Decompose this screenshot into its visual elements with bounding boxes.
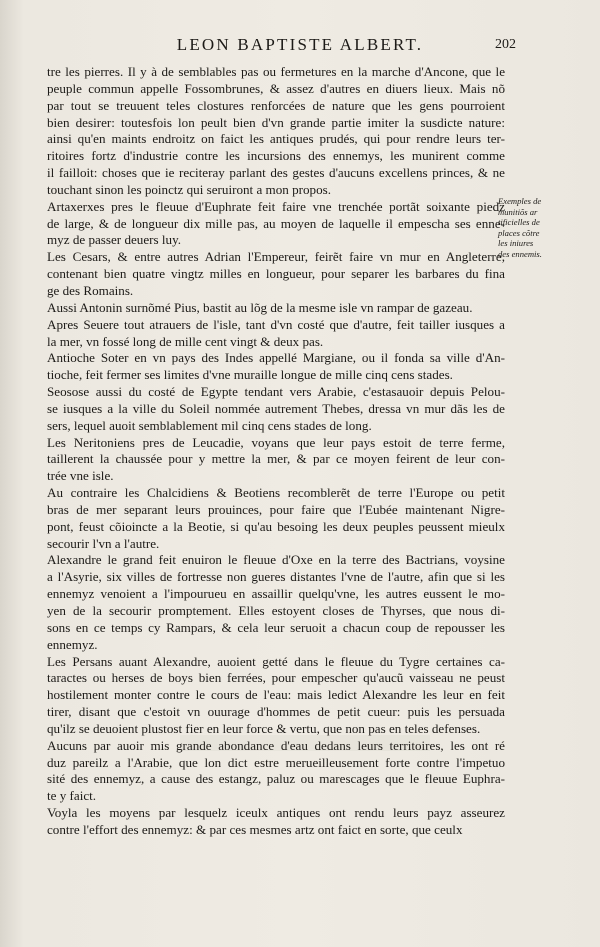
show-through-smudge: [180, 735, 430, 751]
paragraph: [47, 485, 505, 552]
text-line: qu'ilz se deuoient plustost fier en leur force & vertu, que non pas en teles defenses.: [47, 720, 481, 736]
text-line: yen de la secourir promptement. Elles estoyent closes de Thyrses, que nous di-: [47, 603, 505, 618]
text-line: tre les pierres. Il y à de semblables pas ou fermetures en la marche d'Ancone, que le: [47, 64, 505, 79]
text-line: ge des Romains.: [47, 282, 134, 298]
text-line: Voyla les moyens par lesquelz iceulx antiques ont rendu leurs payz asseurez: [47, 805, 505, 821]
margin-note-line: munitiõs ar: [498, 206, 538, 217]
text-line: duz pareilz a l'Arabie, que lon dict estre merueilleusement forte contre l'impetuo: [47, 754, 505, 770]
text-line: Apres Seuere tout atrauers de l'isle, tant d'vn costé que d'autre, feit tailler iusques a: [47, 316, 505, 332]
paragraph: [47, 64, 505, 199]
text-line: contre l'effort des ennemyz: & par ces mesmes artz ont faict en sorte, que ceulx: [47, 821, 463, 837]
paragraph: [47, 654, 505, 738]
text-line: par tout se treuuent teles clostures renforcées de nature que les gens pourroient: [47, 97, 505, 113]
text-line: te y faict.: [47, 788, 97, 804]
text-line: ennemyz.: [47, 636, 98, 652]
text-line: touchant sinon les poinctz qui seruiront a mon propos.: [47, 181, 332, 197]
text-line: hostilement monter contre le cours de l'eau: mais ledict Alexandre les leur en feit: [47, 687, 505, 703]
text-line: tirer, disant que c'estoit vn ouurage d'hommes de petit cueur: puis les persuada: [47, 704, 505, 720]
paragraph: [47, 805, 505, 839]
text-line: Aucuns par auoir mis grande abondance d'eau dedans leurs territoires, les ont ré: [47, 737, 505, 753]
paragraph: [47, 300, 505, 317]
paragraph: [47, 384, 505, 435]
text-line: Les Neritoniens pres de Leucadie, voyans que leur pays estoit de terre ferme,: [47, 434, 505, 450]
text-line: a l'Asyrie, six villes de fortresse non gueres distantes l'vne de l'autre, afin que si les: [47, 569, 505, 585]
text-line: Les Cesars, & entre autres Adrian l'Empereur, feirẽt faire vn mur en Angleterre,: [47, 249, 505, 265]
text-line: Au contraire les Chalcidiens & Beotiens recomblerẽt de terre l'Europe ou petit: [47, 485, 505, 501]
paragraph: [47, 350, 505, 384]
text-line: contenant bien quatre vingtz milles en longueur, pour separer les barbares du fina: [47, 266, 505, 282]
text-line: Aussi Antonin surnõmé Pius, bastit au lõg de la mesme isle vn rampar de gazeau.: [47, 299, 473, 315]
page-header: [0, 34, 600, 56]
margin-note-line: les iniures: [498, 238, 534, 249]
running-head: LEON BAPTISTE ALBERT.: [176, 35, 424, 54]
text-line: myz de passer deuers luy.: [47, 232, 182, 248]
text-line: ritoires fortz d'industrie contre les incursions des ennemys, les munirent comme: [47, 148, 505, 164]
text-line: se iusques a la ville du Soleil nommée autrement Thebes, dressa vn mur dãs les de: [47, 400, 505, 416]
body-text: [47, 64, 505, 839]
text-line: taractes ou herses de boys bien ferrées, pour empescher qu'aucũ vaisseau ne peust: [47, 670, 505, 686]
paragraph: [47, 552, 505, 653]
margin-note-line: Exemples de: [498, 196, 542, 206]
text-line: de large, & de longueur dix mille pas, au moyen de laquelle il empescha ses enne-: [47, 215, 505, 231]
paragraph: [47, 249, 505, 300]
text-line: tioche, feit fermer ses limites d'vne muraille longue de mille cinq cens stades.: [47, 367, 453, 383]
text-line: Antioche Soter en vn pays des Indes appellé Margiane, ou il fonda sa ville d'An-: [47, 350, 505, 366]
text-line: secourir l'vn a l'autre.: [47, 535, 160, 551]
page-number: 202: [495, 37, 516, 52]
text-line: ainsi qu'en maints endroitz on faict les antiques prudés, qui pour rendre leurs ter-: [47, 131, 505, 147]
text-line: Les Persans auant Alexandre, auoient getté dans le fleuue du Tygre certaines ca-: [47, 653, 505, 669]
text-line: ennemyz venoient a l'impourueu en assaillir quelqu'vne, les autres eussent le mo-: [47, 586, 505, 602]
text-line: trée vne isle.: [47, 468, 114, 484]
margin-note-line: tificielles de: [498, 217, 540, 228]
text-line: bras de mer separant leurs prouinces, pour faire que l'Eubée maintenant Nigre-: [47, 501, 505, 517]
margin-note-line: places cõtre: [498, 227, 540, 238]
text-line: peuple commun appelle Fossombrunes, & assez d'autres en diuers lieux. Mais nõ: [47, 80, 505, 96]
text-line: Artaxerxes pres le fleuue d'Euphrate feit faire vne trenchée portãt soixante piedz: [47, 198, 505, 214]
text-line: sers, lequel auoit semblablement mil cinq cens stades de long.: [47, 417, 372, 433]
text-line: Alexandre le grand feit enuiron le fleuue d'Oxe en la terre des Bactrians, voysine: [47, 552, 505, 568]
text-line: sons en ce temps cy Rampars, & cela leur seruoit a chacun coup de repousser les: [47, 619, 505, 635]
paragraph: [47, 435, 505, 486]
text-line: il failloit: choses que ie reciteray parlant des gestes d'aucuns excellens princes, & ne: [47, 165, 505, 181]
text-line: pont, feust cõioincte a la Beotie, si qu'au besoing les deux peuples peussent mieulx: [47, 518, 505, 534]
paragraph: [47, 199, 505, 250]
margin-note-line: des ennemis.: [498, 248, 542, 259]
text-line: taillerent la chaussée pour y mettre la mer, & par ce moyen feirent de leur con-: [47, 451, 505, 467]
text-line: la mer, vn fossé long de mille cent vingt & deux pas.: [47, 333, 324, 349]
text-line: Seosose aussi du costé de Egypte tendant vers Arabie, c'estasauoir depuis Pelou-: [47, 384, 505, 400]
text-line: bien desirer: toutesfois lon peult bien d'vn grande partie imiter la susdicte nature:: [47, 114, 505, 130]
paragraph: [47, 317, 505, 351]
text-line: sité des ennemyz, a cause des estangz, paluz ou marescages que le fleuue Euphra-: [47, 771, 505, 787]
margin-note: [498, 196, 560, 260]
